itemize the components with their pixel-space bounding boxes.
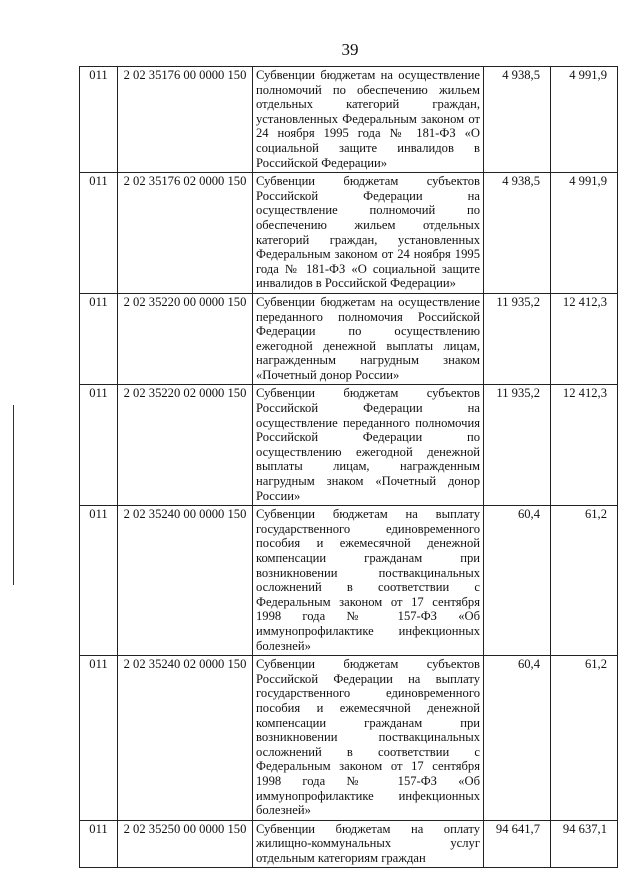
page-number: 39: [341, 40, 359, 59]
amount-year2-cell: 4 991,9: [551, 67, 618, 173]
amount-year1-cell: 60,4: [484, 506, 551, 656]
admin-code-cell: 011: [80, 173, 118, 294]
budget-code-cell: 2 02 35240 02 0000 150: [118, 656, 253, 821]
amount-year2-cell: 12 412,3: [551, 293, 618, 385]
admin-code-cell: 011: [80, 656, 118, 821]
amount-year1-cell: 11 935,2: [484, 293, 551, 385]
income-name-cell: Субвенции бюджетам на осуществление переданного полномочия Российской Федерации по осуществлению ежегодной денежной выплаты лицам, награжденным нагрудным знаком «Почетный донор России»: [253, 293, 484, 385]
table-row: [80, 67, 618, 173]
table-row: [80, 506, 618, 656]
amount-year2-cell: 61,2: [551, 506, 618, 656]
amount-year1-cell: 4 938,5: [484, 67, 551, 173]
table-row: [80, 385, 618, 506]
budget-table: [79, 66, 618, 868]
income-name-cell: Субвенции бюджетам субъектов Российской Федерации на выплату государственного единовременного пособия и ежемесячной денежной компенсации гражданам при возникновении поствакцинальных осложнений в соответствии с Федеральным законом от 17 сентября 1998 года № 157-ФЗ «Об иммунопрофилактике инфекционных болезней»: [253, 656, 484, 821]
income-name-cell: Субвенции бюджетам на оплату жилищно-коммунальных услуг отдельным категориям граждан: [253, 820, 484, 868]
table-row: [80, 656, 618, 821]
table-row: [80, 293, 618, 385]
income-name-cell: Субвенции бюджетам субъектов Российской Федерации на осуществление переданного полномочия Российской Федерации по осуществлению ежегодной денежной выплаты лицам, награжденным нагрудным знаком «Почетный донор России»: [253, 385, 484, 506]
budget-code-cell: 2 02 35176 00 0000 150: [118, 67, 253, 173]
amount-year1-cell: 94 641,7: [484, 820, 551, 868]
income-name-cell: Субвенции бюджетам на выплату государственного единовременного пособия и ежемесячной денежной компенсации гражданам при возникновении поствакцинальных осложнений в соответствии с Федеральным законом от 17 сентября 1998 года № 157-ФЗ «Об иммунопрофилактике инфекционных болезней»: [253, 506, 484, 656]
table-row: [80, 820, 618, 868]
budget-code-cell: 2 02 35240 00 0000 150: [118, 506, 253, 656]
admin-code-cell: 011: [80, 67, 118, 173]
admin-code-cell: 011: [80, 820, 118, 868]
income-name-cell: Субвенции бюджетам субъектов Российской Федерации на осуществление полномочий по обеспечению жильем отдельных категорий граждан, установленных Федеральным законом от 24 ноября 1995 года № 181-ФЗ «О социальной защите инвалидов в Российской Федерации»: [253, 173, 484, 294]
budget-code-cell: 2 02 35176 02 0000 150: [118, 173, 253, 294]
amount-year2-cell: 12 412,3: [551, 385, 618, 506]
amount-year1-cell: 11 935,2: [484, 385, 551, 506]
admin-code-cell: 011: [80, 506, 118, 656]
amount-year2-cell: 94 637,1: [551, 820, 618, 868]
budget-code-cell: 2 02 35250 00 0000 150: [118, 820, 253, 868]
admin-code-cell: 011: [80, 293, 118, 385]
amount-year1-cell: 60,4: [484, 656, 551, 821]
amount-year1-cell: 4 938,5: [484, 173, 551, 294]
amount-year2-cell: 61,2: [551, 656, 618, 821]
budget-code-cell: 2 02 35220 00 0000 150: [118, 293, 253, 385]
budget-code-cell: 2 02 35220 02 0000 150: [118, 385, 253, 506]
scan-margin-line: [13, 405, 14, 585]
table-row: [80, 173, 618, 294]
income-name-cell: Субвенции бюджетам на осуществление полномочий по обеспечению жильем отдельных категорий граждан, установленных Федеральным законом от 24 ноября 1995 года № 181-ФЗ «О социальной защите инвалидов в Российской Федерации»: [253, 67, 484, 173]
amount-year2-cell: 4 991,9: [551, 173, 618, 294]
admin-code-cell: 011: [80, 385, 118, 506]
